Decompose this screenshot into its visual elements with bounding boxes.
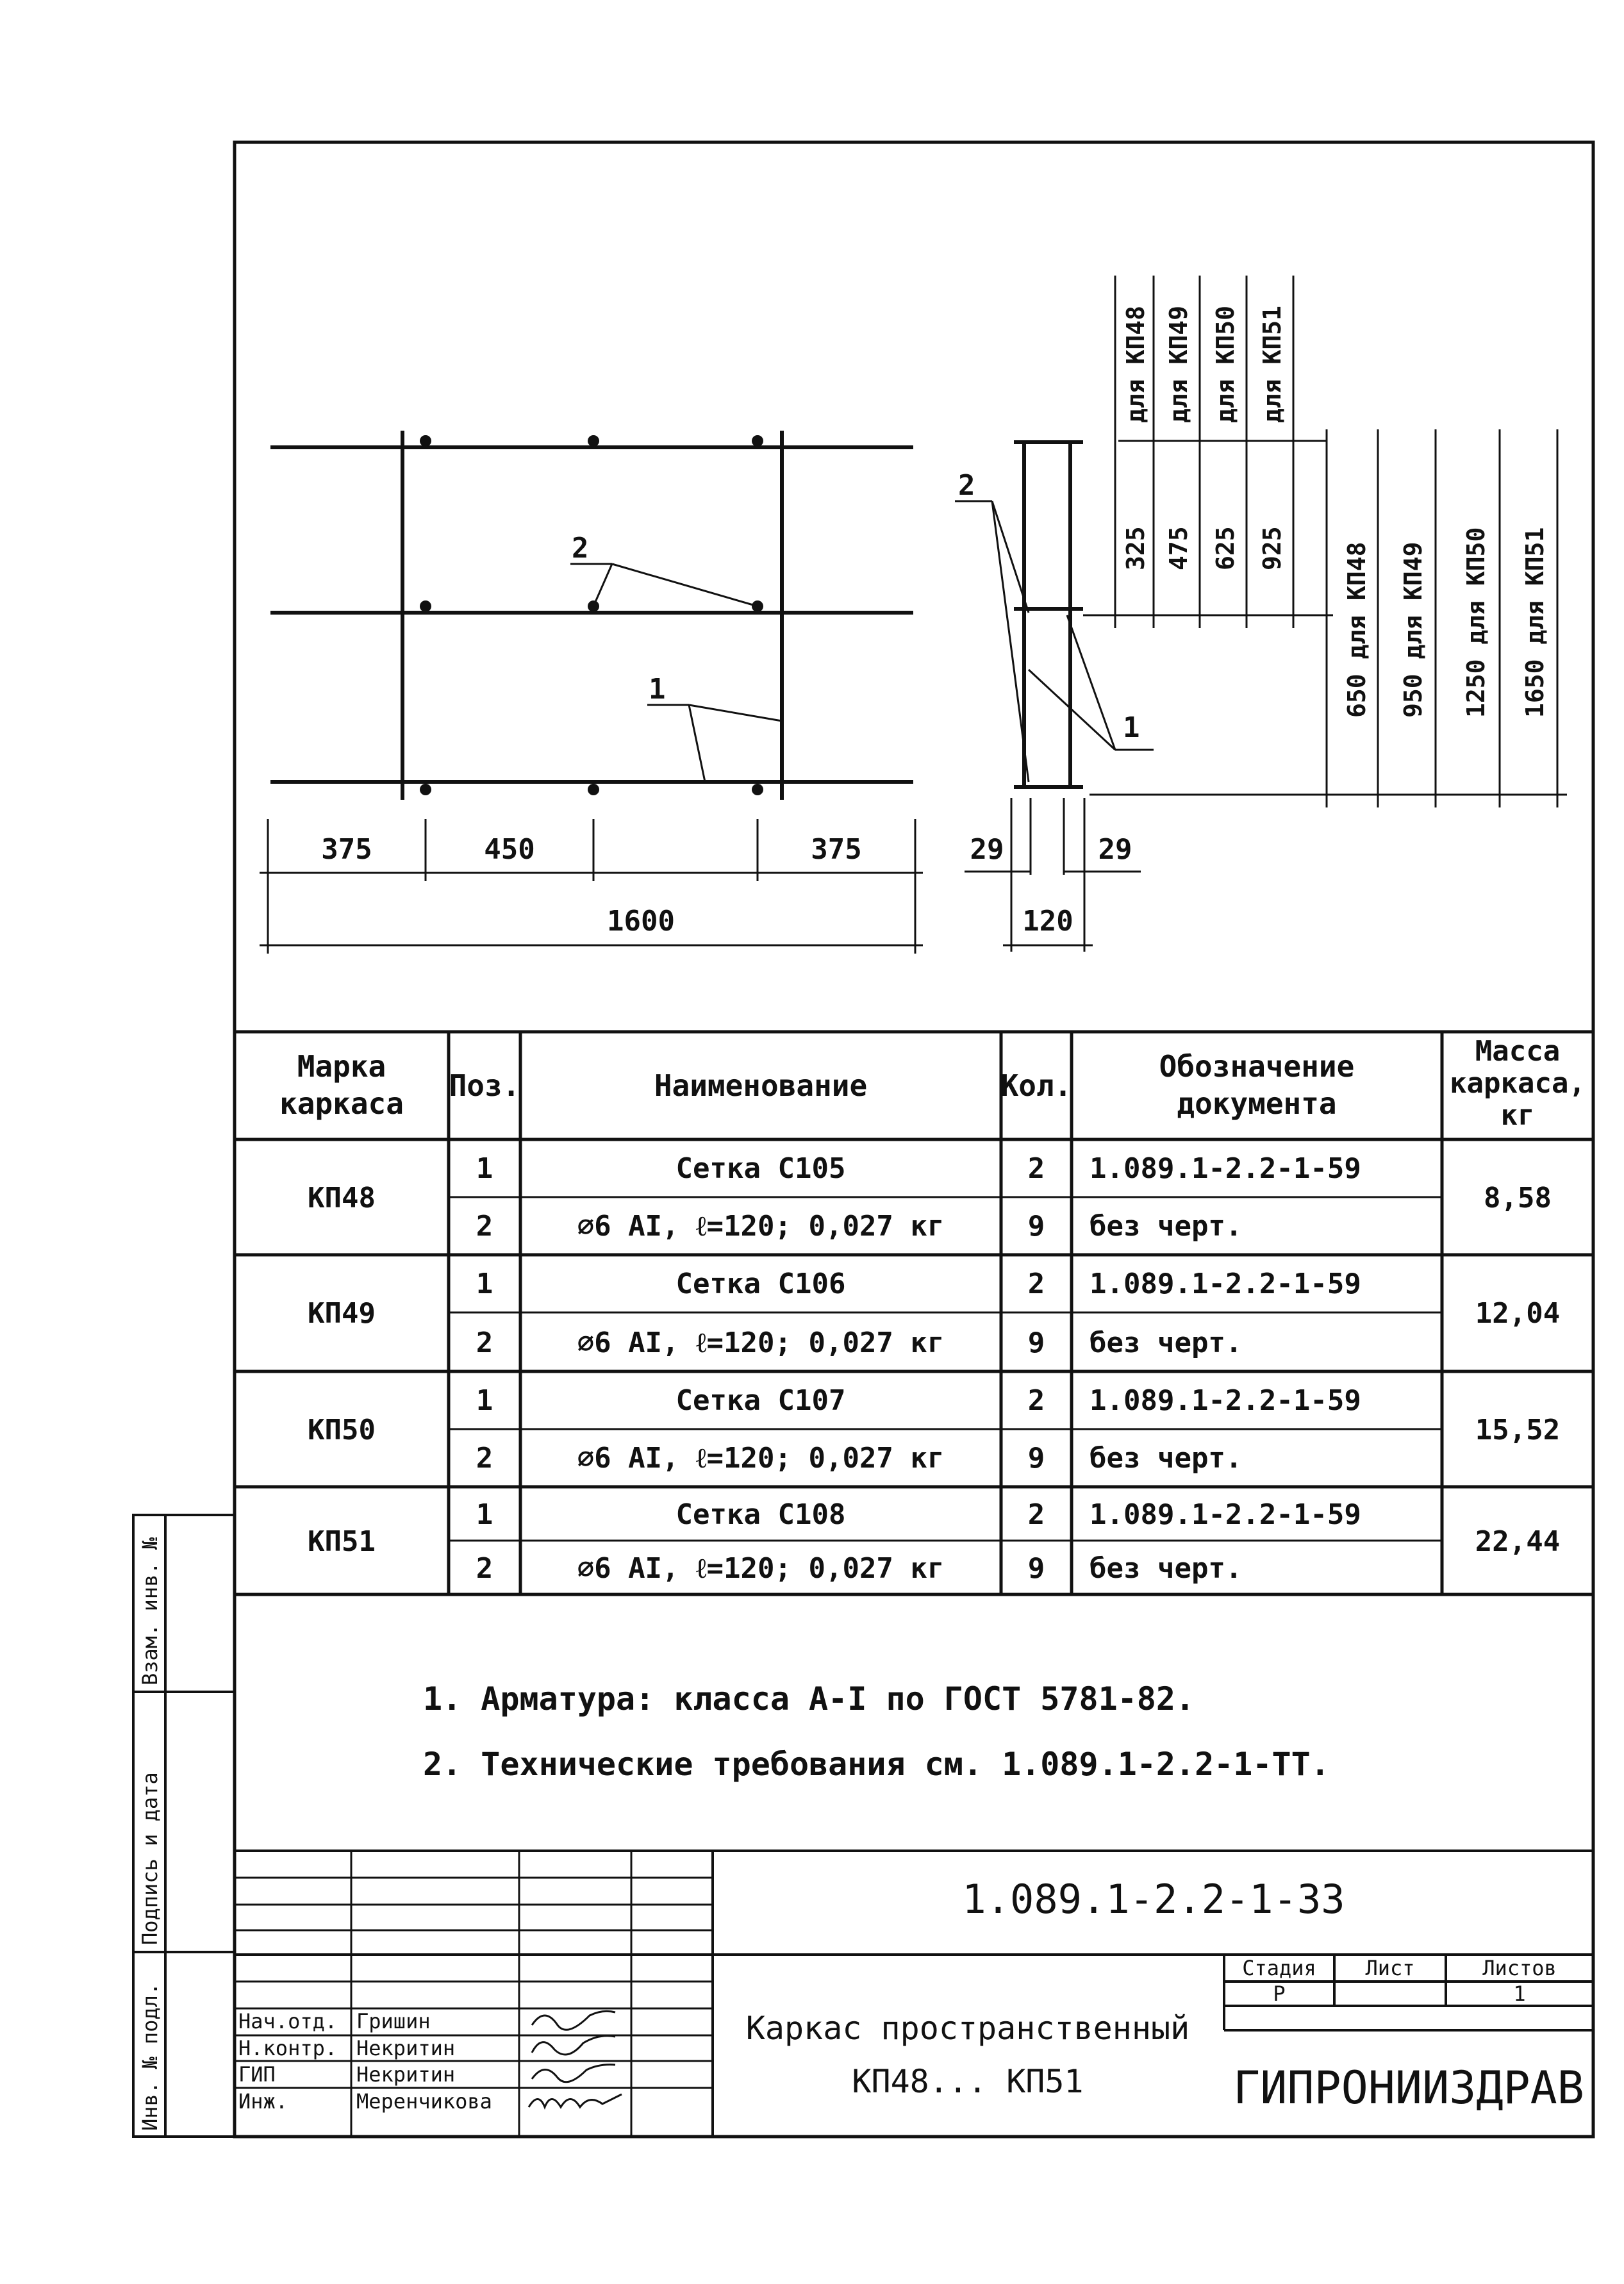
frame-section-view xyxy=(1014,442,1083,787)
row-doc-kp51-2: без черт. xyxy=(1090,1552,1243,1585)
row-name-kp48-1: Сетка С105 xyxy=(675,1152,846,1185)
drawing-title-line-2: КП48... КП51 xyxy=(852,2063,1084,2100)
role-norm-control: Н.контр. xyxy=(238,2036,338,2060)
sheet-label: Лист xyxy=(1365,1956,1415,1980)
section-height-dimension-lines xyxy=(1083,276,1567,807)
height-650-kp48: 650 для КП48 xyxy=(1343,542,1371,718)
dim-29-right: 29 xyxy=(1098,833,1132,866)
side-stamp-podpis-data: Подпись и дата xyxy=(138,1772,162,1945)
row-qty-kp48-2: 9 xyxy=(1027,1210,1045,1243)
dim-29-left: 29 xyxy=(970,833,1004,866)
role-head-dept: Нач.отд. xyxy=(238,2009,338,2033)
side-stamp-vzam-inv: Взам. инв. № xyxy=(138,1537,162,1685)
row-doc-kp50-1: 1.089.1-2.2-1-59 xyxy=(1090,1384,1361,1417)
header-mark-2: каркаса xyxy=(279,1086,404,1121)
row-pos-kp48-2: 2 xyxy=(476,1210,493,1243)
name-norm-control: Некритин xyxy=(356,2036,456,2060)
row-name-kp51-1: Сетка С108 xyxy=(675,1498,846,1531)
row-pos-kp50-1: 1 xyxy=(476,1384,493,1417)
row-pos-kp49-2: 2 xyxy=(476,1327,493,1359)
row-mass-kp50: 15,52 xyxy=(1475,1414,1561,1446)
row-pos-kp51-1: 1 xyxy=(476,1498,493,1531)
dim-375-left: 375 xyxy=(321,833,372,866)
header-mark-1: Марка xyxy=(297,1049,386,1084)
height-1650-kp51: 1650 для КП51 xyxy=(1521,527,1549,718)
document-code: 1.089.1-2.2-1-33 xyxy=(962,1876,1345,1923)
dim-450: 450 xyxy=(484,833,535,866)
row-qty-kp50-1: 2 xyxy=(1027,1384,1045,1417)
signatures xyxy=(529,2011,622,2107)
pos2-label-right: 2 xyxy=(958,469,975,502)
row-name-kp49-2: ⌀6 AI, ℓ=120; 0,027 кг xyxy=(577,1327,945,1359)
header-doc-2: документа xyxy=(1177,1086,1337,1121)
row-name-kp49-1: Сетка С106 xyxy=(675,1268,846,1300)
row-doc-kp51-1: 1.089.1-2.2-1-59 xyxy=(1090,1498,1361,1531)
frame-elevation-view xyxy=(270,431,913,800)
role-engineer: Инж. xyxy=(238,2089,288,2114)
row-mass-kp48: 8,58 xyxy=(1484,1182,1552,1214)
label-dlya-kp51-upper: для КП51 xyxy=(1258,305,1286,423)
header-mass-1: Масса xyxy=(1475,1035,1561,1068)
row-mass-kp51: 22,44 xyxy=(1475,1525,1561,1558)
row-doc-kp49-1: 1.089.1-2.2-1-59 xyxy=(1090,1268,1361,1300)
height-325: 325 xyxy=(1122,526,1150,570)
row-name-kp51-2: ⌀6 AI, ℓ=120; 0,027 кг xyxy=(577,1552,945,1585)
header-doc-1: Обозначение xyxy=(1159,1049,1355,1084)
row-mark-kp50: КП50 xyxy=(308,1414,376,1446)
label-dlya-kp50-upper: для КП50 xyxy=(1211,305,1239,423)
frame-elevation-rod-dots xyxy=(420,435,763,795)
role-chief-engineer: ГИП xyxy=(238,2062,276,2087)
pos1-label-left: 1 xyxy=(649,673,666,706)
height-475: 475 xyxy=(1164,526,1193,570)
row-qty-kp51-1: 2 xyxy=(1027,1498,1045,1531)
row-qty-kp50-2: 9 xyxy=(1027,1442,1045,1475)
row-doc-kp49-2: без черт. xyxy=(1090,1327,1243,1359)
row-doc-kp48-1: 1.089.1-2.2-1-59 xyxy=(1090,1152,1361,1185)
note-2: 2. Технические требования см. 1.089.1-2.2-1-ТТ. xyxy=(423,1746,1330,1783)
dim-1600: 1600 xyxy=(607,905,675,938)
row-pos-kp49-1: 1 xyxy=(476,1268,493,1300)
spec-table-subrows xyxy=(449,1197,1442,1541)
name-chief-engineer: Некритин xyxy=(356,2062,456,2087)
side-stamp-inv-podl: Инв. № подл. xyxy=(138,1982,162,2131)
height-1250-kp50: 1250 для КП50 xyxy=(1462,527,1490,718)
row-mark-kp51: КП51 xyxy=(308,1525,376,1558)
header-mass-2: каркаса, xyxy=(1450,1067,1586,1100)
pos2-label-left: 2 xyxy=(572,532,589,565)
label-dlya-kp49-upper: для КП49 xyxy=(1164,305,1193,423)
row-qty-kp49-1: 2 xyxy=(1027,1268,1045,1300)
row-name-kp50-1: Сетка С107 xyxy=(675,1384,846,1417)
header-pos: Поз. xyxy=(449,1068,520,1103)
height-950-kp49: 950 для КП49 xyxy=(1399,542,1427,718)
row-doc-kp48-2: без черт. xyxy=(1090,1210,1243,1243)
header-mass-3: кг xyxy=(1500,1099,1535,1132)
row-qty-kp49-2: 9 xyxy=(1027,1327,1045,1359)
row-doc-kp50-2: без черт. xyxy=(1090,1442,1243,1475)
dim-120: 120 xyxy=(1022,905,1073,938)
height-625: 625 xyxy=(1211,526,1239,570)
name-head-dept: Гришин xyxy=(356,2009,431,2033)
pos1-label-right: 1 xyxy=(1123,711,1140,744)
name-engineer: Меренчикова xyxy=(356,2089,492,2114)
sheets-value: 1 xyxy=(1513,1982,1526,2006)
row-name-kp50-2: ⌀6 AI, ℓ=120; 0,027 кг xyxy=(577,1442,945,1475)
note-1: 1. Арматура: класса A-I по ГОСТ 5781-82. xyxy=(423,1680,1195,1717)
sheets-label: Листов xyxy=(1482,1956,1557,1980)
row-qty-kp51-2: 9 xyxy=(1027,1552,1045,1585)
row-pos-kp48-1: 1 xyxy=(476,1152,493,1185)
row-name-kp48-2: ⌀6 AI, ℓ=120; 0,027 кг xyxy=(577,1210,945,1243)
row-mark-kp49: КП49 xyxy=(308,1297,376,1330)
header-name: Наименование xyxy=(654,1068,868,1103)
label-dlya-kp48-upper: для КП48 xyxy=(1122,305,1150,423)
header-qty: Кол. xyxy=(1000,1068,1072,1103)
stage-value: Р xyxy=(1273,1982,1286,2006)
organization-name: ГИПРОНИИЗДРАВ xyxy=(1233,2062,1584,2114)
drawing-title-line-1: Каркас пространственный xyxy=(745,2010,1190,2047)
dim-375-right: 375 xyxy=(811,833,862,866)
row-pos-kp51-2: 2 xyxy=(476,1552,493,1585)
elevation-leaders xyxy=(570,564,782,782)
row-mark-kp48: КП48 xyxy=(308,1182,376,1214)
row-qty-kp48-1: 2 xyxy=(1027,1152,1045,1185)
stage-label: Стадия xyxy=(1242,1956,1316,1980)
height-925: 925 xyxy=(1258,526,1286,570)
row-mass-kp49: 12,04 xyxy=(1475,1297,1561,1330)
row-pos-kp50-2: 2 xyxy=(476,1442,493,1475)
